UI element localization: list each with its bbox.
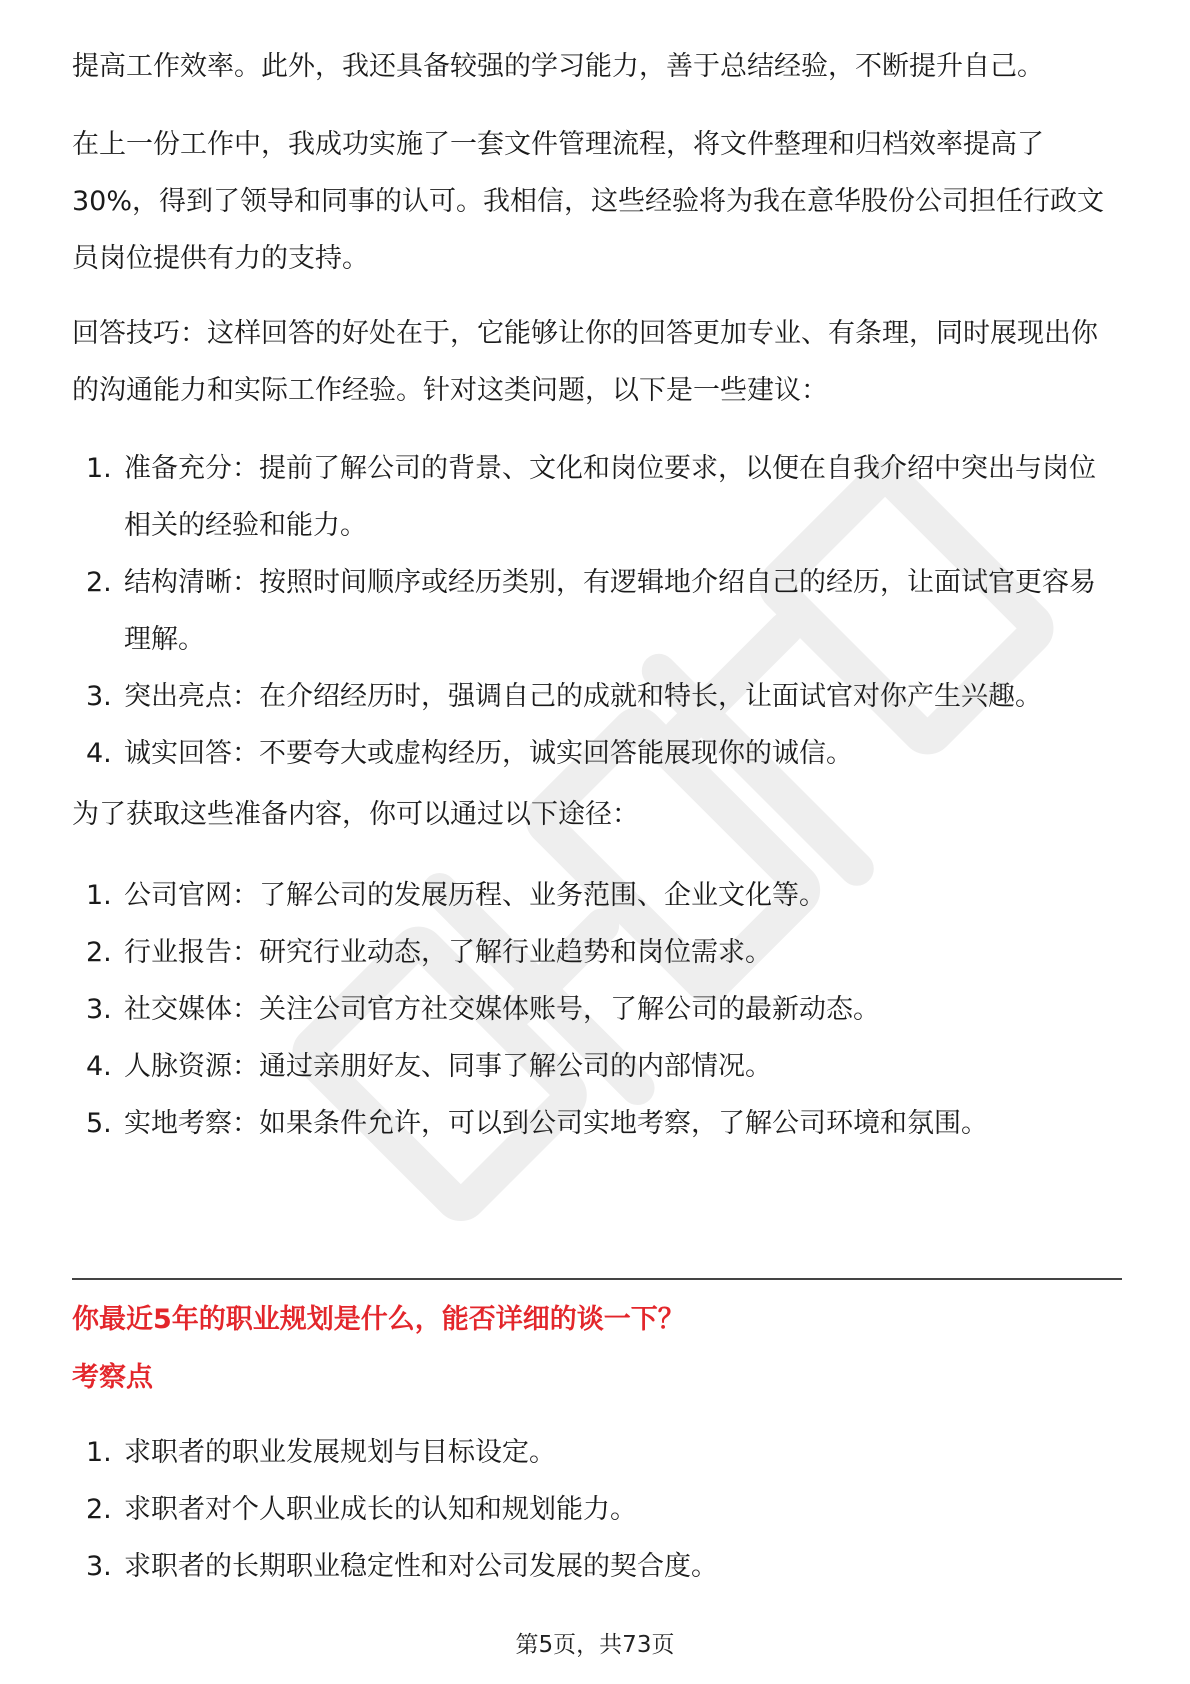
list-item-text: 求职者对个人职业成长的认知和规划能力。 [124,1494,637,1525]
assessment-heading: 考察点 [72,1362,153,1393]
list-item [72,668,1122,725]
list-item-text: 结构清晰：按照时间顺序或经历类别，有逻辑地介绍自己的经历，让面试官更容易理解。 [124,567,1096,655]
list-item-text: 准备充分：提前了解公司的背景、文化和岗位要求，以便在自我介绍中突出与岗位相关的经验和能力。 [124,453,1096,541]
intro-paragraph-tail: 提高工作效率。此外，我还具备较强的学习能力，善于总结经验，不断提升自己。 [72,51,1044,82]
suggestions-list [72,440,1122,782]
page-footer: 第5页，共73页 [515,1632,675,1658]
list-number: 2. [86,567,112,598]
list-item-text: 人脉资源：通过亲朋好友、同事了解公司的内部情况。 [124,1051,772,1082]
list-item [72,1424,1122,1481]
list-number: 2. [86,1494,112,1525]
list-number: 1. [86,1437,112,1468]
sources-list [72,867,1122,1152]
list-item [72,867,1122,924]
list-item-text: 行业报告：研究行业动态，了解行业趋势和岗位需求。 [124,937,772,968]
prep-intro-paragraph: 为了获取这些准备内容，你可以通过以下途径： [72,799,639,830]
achievement-paragraph: 在上一份工作中，我成功实施了一套文件管理流程，将文件整理和归档效率提高了30%，得到了领导和同事的认可。我相信，这些经验将为我在意华股份公司担任行政文员岗位提供有力的支持。 [72,129,1105,274]
list-item [72,440,1122,554]
list-number: 4. [86,738,112,769]
list-item-text: 求职者的长期职业稳定性和对公司发展的契合度。 [124,1551,718,1582]
list-number: 3. [86,681,112,712]
list-item [72,725,1122,782]
list-item-text: 公司官网：了解公司的发展历程、业务范围、企业文化等。 [124,880,826,911]
list-item-text: 求职者的职业发展规划与目标设定。 [124,1437,556,1468]
list-item-text: 社交媒体：关注公司官方社交媒体账号，了解公司的最新动态。 [124,994,880,1025]
list-item [72,1095,1122,1152]
list-number: 1. [86,880,112,911]
list-number: 4. [86,1051,112,1082]
list-item [72,1481,1122,1538]
question-heading: 你最近5年的职业规划是什么，能否详细的谈一下？ [72,1304,685,1335]
list-number: 3. [86,1551,112,1582]
list-item-text: 突出亮点：在介绍经历时，强调自己的成就和特长，让面试官对你产生兴趣。 [124,681,1042,712]
list-item [72,981,1122,1038]
section-divider [72,1278,1122,1280]
list-number: 5. [86,1108,112,1139]
list-number: 3. [86,994,112,1025]
list-item [72,1538,1122,1595]
list-item-text: 诚实回答：不要夸大或虚构经历，诚实回答能展现你的诚信。 [124,738,853,769]
list-number: 1. [86,453,112,484]
list-item [72,554,1122,668]
list-item [72,1038,1122,1095]
list-number: 2. [86,937,112,968]
list-item [72,924,1122,981]
tips-paragraph: 回答技巧：这样回答的好处在于，它能够让你的回答更加专业、有条理，同时展现出你的沟通能力和实际工作经验。针对这类问题，以下是一些建议： [72,318,1098,406]
list-item-text: 实地考察：如果条件允许，可以到公司实地考察，了解公司环境和氛围。 [124,1108,988,1139]
assessment-points-list [72,1424,1122,1595]
